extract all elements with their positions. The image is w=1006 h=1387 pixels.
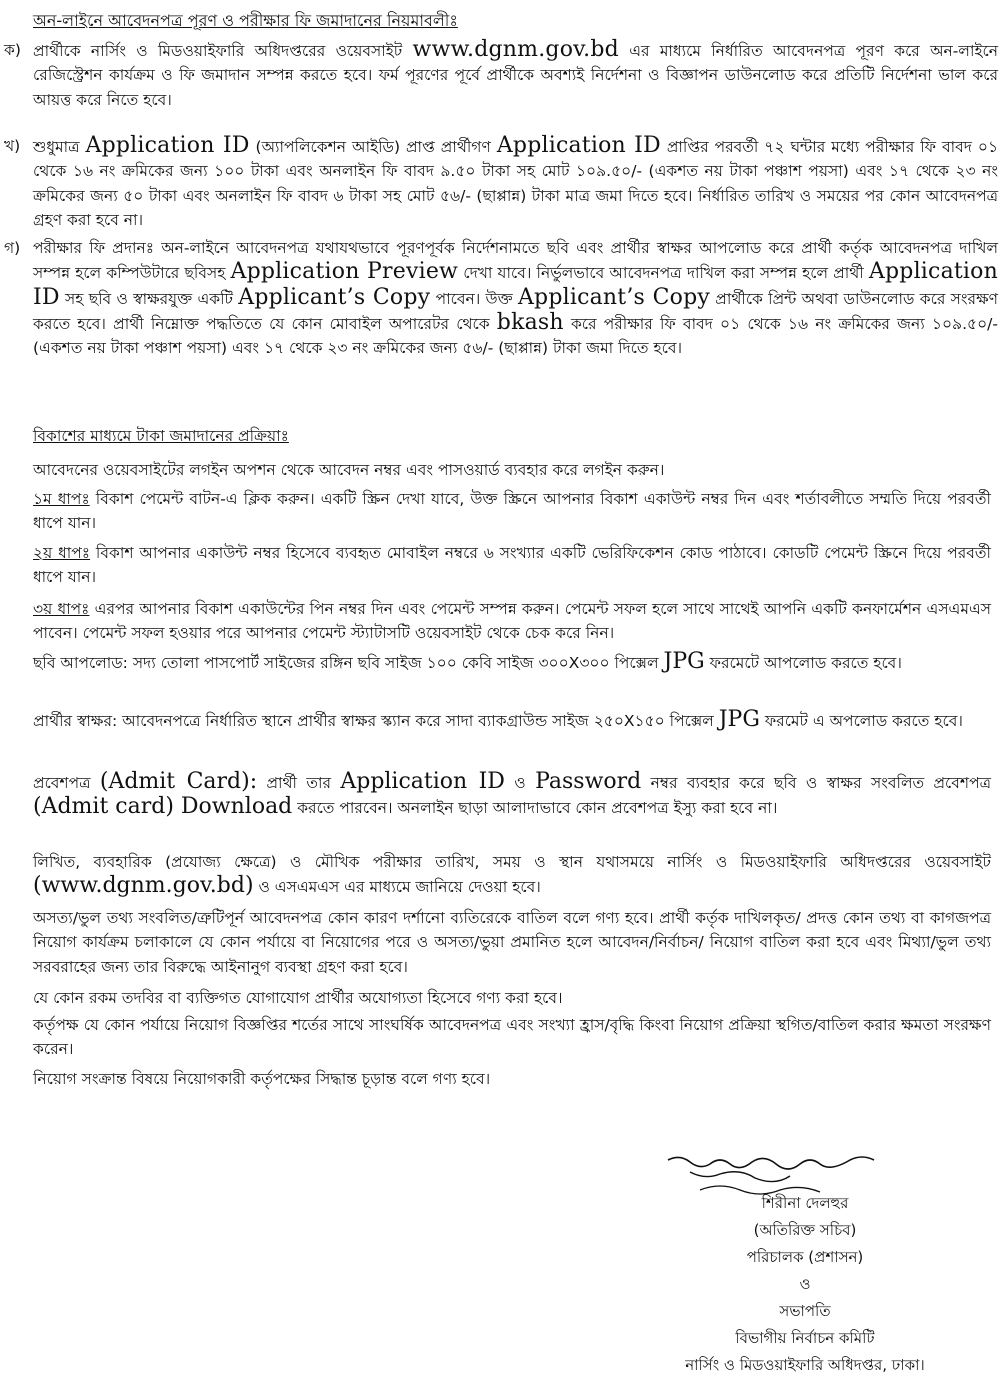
signatory-rank: (অতিরিক্ত সচিব) [753, 1221, 857, 1239]
item-ga-text-5: প্রার্থীকে প্রিন্ট অথবা ডাউনলোড করে সংরক্ষণ করতে হবে। প্রার্থী নিম্নোক্ত পদ্ধতিতে যে কোন মোবাইল অপারেটর থেকে [33, 289, 999, 333]
admit-card [33, 770, 991, 821]
admit-text-4: নম্বর ব্যবহার করে ছবি ও স্বাক্ষর সংবলিত প্রবেশপত্র [641, 774, 991, 792]
signatory-chair: সভাপতি [779, 1302, 831, 1320]
admit-card-term: (Admit Card): [99, 769, 258, 794]
website-link[interactable]: www.dgnm.gov.bd [412, 37, 619, 62]
application-id-term: Application ID [496, 133, 661, 158]
signatory-and: ও [799, 1275, 811, 1293]
item-kha-text-1: শুধুমাত্র [33, 138, 86, 156]
application-id-term: Application ID [340, 769, 505, 794]
item-kha-text-3: প্রাপ্তির পরবর্তী ৭২ ঘন্টার মধ্যে পরীক্ষার ফি বাবদ ০১ থেকে ১৬ নং ক্রমিকের জন্য ১০০ টাকা এবং অনলাইন ফি বাবদ ৯.৫০ টাকা সহ মোট ১০৯.৫০/- (একশত নয় টাকা পঞ্চাশ পয়সা) এবং ১৭ থেকে ২৩ নং ক্রমিকের জন্য ৫০ টাকা এবং অনলাইন ফি বাবদ ৬ টাকা সহ মোট ৫৬/- (ছাপ্পান্ন) টাকা মাত্র জমা দিতে হবে। নির্ধারিত তারিখ ও সময়ের পর কোন আবেদনপত্র গ্রহণ করা হবে না। [33, 138, 998, 229]
item-kha-mark: খ) [4, 137, 21, 155]
item-ka-mark: ক) [4, 41, 21, 59]
step-2-text: বিকাশ আপনার একাউন্ট নম্বর হিসেবে ব্যবহৃত মোবাইল নম্বরে ৬ সংখ্যার একটি ভেরিফিকেশন কোড পাঠাবে। কোডটি পেমেন্ট স্ক্রিনে দিয়ে পরবর্তী ধাপে যান। [33, 544, 991, 587]
step-1-label: ১ম ধাপঃ [33, 490, 90, 508]
item-ga-text [33, 236, 998, 360]
item-kha-text [33, 134, 998, 232]
signature-upload-text-2: ফরমেট এ অপলোড করতে হবে। [759, 712, 963, 730]
photo-upload-text-2: ফরমেটে আপলোড করতে হবে। [704, 654, 902, 672]
signature-upload-text-1: প্রার্থীর স্বাক্ষর: আবেদনপত্রে নির্ধারিত স্থানে প্রার্থীর স্বাক্ষর স্ক্যান করে সাদা ব্যাকগ্রাউন্ড সাইজ ২৫০X১৫০ পিক্সেল [33, 712, 719, 730]
jpg-term: JPG [718, 707, 760, 732]
item-ka-text-1: প্রার্থীকে নার্সিং ও মিডওয়াইফারি অধিদপ্তরের ওয়েবসাইট [33, 42, 413, 60]
admit-text-1: প্রবেশপত্র [33, 774, 100, 792]
item-ka-text-2: এর মাধ্যমে নির্ধারিত আবেদনপত্র পূরণ করে অন-লাইনে রেজিস্ট্রেশন কার্যক্রম ও ফি জমাদান সম্পন্ন করতে হবে। ফর্ম পূরণের পূর্বে প্রার্থীকে অবশ্যই নির্দেশনা ও বিজ্ঞাপন ডাউনলোড করে প্রতিটি নির্দেশনা ভাল করে আয়ত্ত করে নিতে হবে। [33, 42, 998, 109]
step-3-text: এরপর আপনার বিকাশ একাউন্টের পিন নম্বর দিন এবং পেমেন্ট সম্পন্ন করুন। পেমেন্ট সফল হলে সাথে সাথেই আপনি একটি কনফার্মেশন এসএমএস পাবেন। পেমেন্ট সফল হওয়ার পরে আপনার পেমেন্ট স্ট্যাটাসটি ওয়েবসাইট থেকে চেক করে নিন। [33, 600, 991, 643]
item-ga-text-6: করে পরীক্ষার ফি বাবদ ০১ থেকে ১৬ নং ক্রমিকের জন্য ১০৯.৫০/- (একশত নয় টাকা পঞ্চাশ পয়সা) এবং ১৭ থেকে ২৩ নং ক্রমিকের জন্য ৫৬/- (ছাপ্পান্ন) টাকা জমা দিতে হবে। [33, 314, 998, 358]
applicants-copy-term: Applicant’s Copy [238, 284, 431, 310]
signatory-designation: পরিচালক (প্রশাসন) [746, 1248, 864, 1266]
bkash-process-heading [33, 424, 991, 448]
item-ka [4, 38, 998, 112]
lobbying-clause: যে কোন রকম তদবির বা ব্যক্তিগত যোগাযোগ প্রার্থীর অযোগ্যতা হিসেবে গণ্য করা হবে। [33, 989, 563, 1007]
jpg-term: JPG [663, 649, 705, 674]
bkash-process-heading-text: বিকাশের মাধ্যমে টাকা জমাদানের প্রক্রিয়াঃ [33, 427, 289, 445]
step-1 [33, 487, 991, 536]
admit-text-3: ও [504, 774, 536, 792]
item-ga-text-2: দেখা যাবে। নির্ভুলভাবে আবেদনপত্র দাখিল করা সম্পন্ন হলে প্রার্থী [458, 264, 869, 283]
step-3 [33, 597, 991, 646]
item-kha [4, 134, 998, 232]
final-decision-clause: নিয়োগ সংক্রান্ত বিষয়ে নিয়োগকারী কর্তৃপক্ষের সিদ্ধান্ত চূড়ান্ত বলে গণ্য হবে। [33, 1070, 491, 1088]
exam-text-2: ও এসএমএস এর মাধ্যমে জানিয়ে দেওয়া হবে। [253, 878, 541, 897]
photo-upload-text-1: ছবি আপলোড: সদ্য তোলা পাসপোর্ট সাইজের রঙ্গিন ছবি সাইজ ১০০ কেবি সাইজ ৩০০X৩০০ পিক্সেল [33, 654, 664, 672]
step-2-label: ২য় ধাপঃ [33, 544, 91, 562]
admit-text-5: করতে পারবেন। অনলাইন ছাড়া আলাদাভাবে কোন প্রবেশপত্র ইস্যু করা হবে না। [292, 799, 778, 818]
application-id-term: Application ID [85, 133, 250, 158]
signatory-name: শিরীনা দেলহুর [761, 1194, 849, 1212]
applicants-copy-term: Applicant’s Copy [517, 284, 710, 310]
signatory-block [620, 1190, 990, 1379]
item-ga-text-4: পাবেন। উক্ত [430, 289, 518, 308]
item-ka-text [33, 38, 998, 112]
false-info-clause: অসত্য/ভুল তথ্য সংবলিত/ত্রুটিপূর্ন আবেদনপত্র কোন কারণ দর্শানো ব্যতিরেকে বাতিল বলে গণ্য হবে। প্রার্থী কর্তৃক দাখিলকৃত/ প্রদত্ত কোন তথ্য বা কাগজপত্র নিয়োগ কার্যক্রম চলাকালে যে কোন পর্যায়ে বা নিয়োগের পরে ও অসত্য/ভুয়া প্রমানিত হলে আবেদন/নির্বাচন/ নিয়োগ বাতিল করা হবে এবং মিথ্যা/ভুল তথ্য সরবরাহের জন্য তার বিরুদ্ধে আইনানুগ ব্যবস্থা গ্রহণ করা হবে। [33, 909, 991, 976]
signatory-committee: বিভাগীয় নির্বাচন কমিটি [735, 1329, 875, 1347]
exam-schedule [33, 850, 991, 900]
step-2 [33, 541, 991, 590]
login-instruction: আবেদনের ওয়েবসাইটের লগইন অপশন থেকে আবেদন নম্বর এবং পাসওয়ার্ড ব্যবহার করে লগইন করুন। [33, 461, 665, 479]
item-kha-text-2: (অ্যাপলিকেশন আইডি) প্রাপ্ত প্রার্থীগণ [249, 138, 497, 156]
item-ga-text-3: সহ ছবি ও স্বাক্ষরযুক্ত একটি [59, 289, 239, 308]
bkash-term: bkash [496, 309, 564, 335]
signature-upload [33, 708, 991, 733]
website-link[interactable]: (www.dgnm.gov.bd) [33, 873, 254, 899]
admit-card-download-term: (Admit card) Download [33, 794, 293, 820]
item-ga-text-1: পরীক্ষার ফি প্রদানঃ অন-লাইনে আবেদনপত্র যথাযথভাবে পূরণপূর্বক নির্দেশনামতে ছবি এবং প্রার্থীর স্বাক্ষর আপলোড করে প্রার্থী কর্তৃক আবেদনপত্র দাখিল সম্পন্ন হলে কম্পিউটারে ছবিসহ [33, 239, 998, 283]
instructions-heading: অন-লাইনে আবেদনপত্র পূরণ ও পরীক্ষার ফি জমাদানের নিয়মাবলীঃ [33, 11, 458, 30]
step-3-label: ৩য় ধাপঃ [33, 600, 90, 618]
exam-text-1: লিখিত, ব্যবহারিক (প্রযোজ্য ক্ষেত্রে) ও মৌখিক পরীক্ষার তারিখ, সময় ও স্থান যথাসময়ে নার্সিং ও মিডওয়াইফারি অধিদপ্তরের ওয়েবসাইট [33, 853, 991, 871]
password-term: Password [535, 769, 642, 794]
signatory-office: নার্সিং ও মিডওয়াইফারি অধিদপ্তর, ঢাকা। [685, 1356, 925, 1374]
photo-upload [33, 650, 991, 675]
item-ga [4, 236, 998, 360]
application-id-term: Application ID [33, 259, 998, 310]
application-preview-term: Application Preview [230, 259, 459, 285]
item-ga-mark: গ) [4, 239, 21, 257]
authority-clause: কর্তৃপক্ষ যে কোন পর্যায়ে নিয়োগ বিজ্ঞপ্তির শর্তের সাথে সাংঘর্ষিক আবেদনপত্র এবং সংখ্যা হ্রাস/বৃদ্ধি কিংবা নিয়োগ প্রক্রিয়া স্থগিত/বাতিল করার ক্ষমতা সংরক্ষণ করেন। [33, 1016, 991, 1059]
admit-text-2: প্রার্থী তার [257, 774, 341, 792]
step-1-text: বিকাশ পেমেন্ট বাটন-এ ক্লিক করুন। একটি স্ক্রিন দেখা যাবে, উক্ত স্ক্রিনে আপনার বিকাশ একাউন্ট নম্বর দিন এবং শর্তাবলীতে সম্মতি দিয়ে পরবর্তী ধাপে যান। [33, 490, 991, 533]
